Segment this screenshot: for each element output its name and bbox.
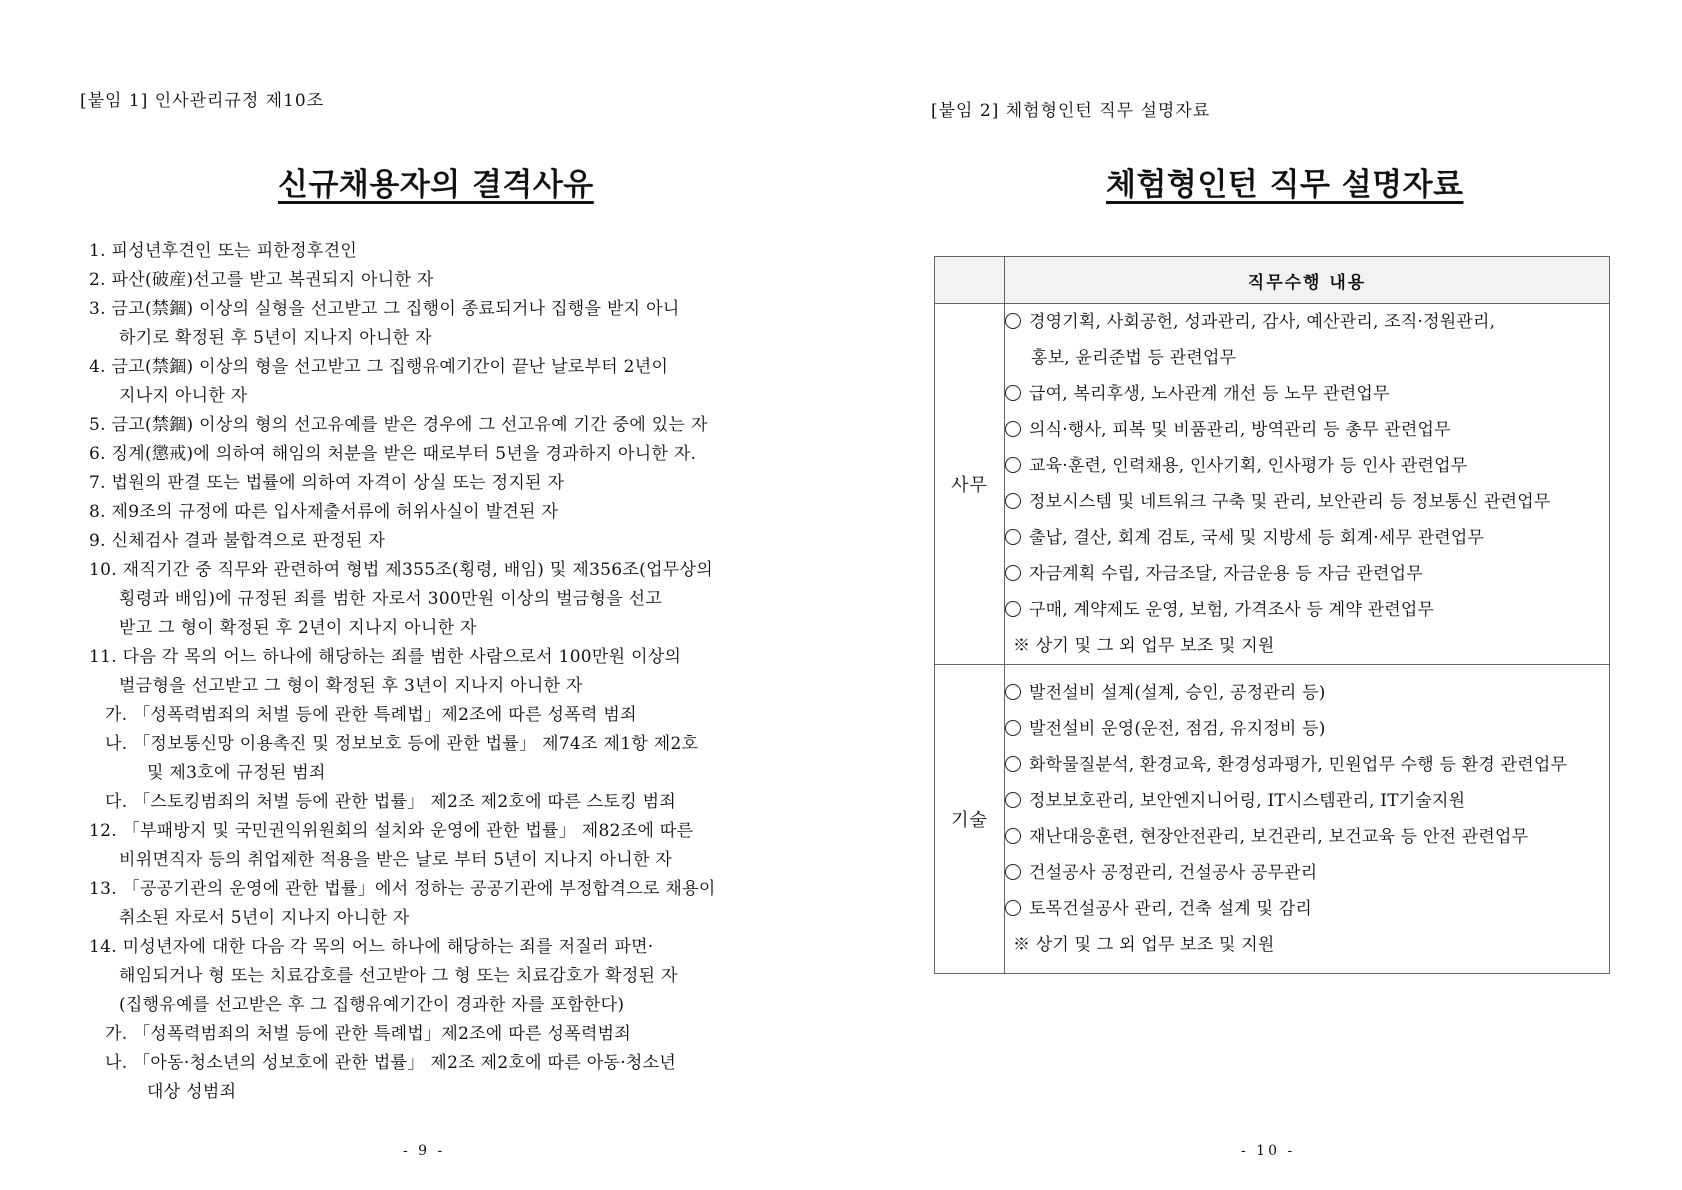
circle-bullet-icon xyxy=(1005,828,1021,844)
page-title: 신규채용자의 결격사유 xyxy=(278,167,594,203)
table-row xyxy=(935,304,1610,665)
list-item: 13. 「공공기관의 운영에 관한 법률」에서 정하는 공공기관에 부정합격으로 채용이 xyxy=(89,879,716,899)
list-item: 4. 금고(禁錮) 이상의 형을 선고받고 그 집행유예기간이 끝난 날로부터 2년이 xyxy=(89,357,669,377)
list-item: 11. 다음 각 목의 어느 하나에 해당하는 죄를 범한 사람으로서 100만원 이상의 xyxy=(89,647,682,667)
list-item: 정보시스템 및 네트워크 구축 및 관리, 보안관리 등 정보통신 관련업무 xyxy=(1005,484,1609,520)
attachment-label: [붙임 2] 체험형인턴 직무 설명자료 xyxy=(931,101,1211,121)
circle-bullet-icon xyxy=(1005,421,1021,437)
sub-item: 가. 「성폭력범죄의 처벌 등에 관한 특례법」제2조에 따른 성폭력 범죄 xyxy=(105,705,637,725)
items-cell xyxy=(1005,665,1610,974)
list-item: 자금계획 수립, 자금조달, 자금운용 등 자금 관련업무 xyxy=(1005,556,1609,592)
job-description-table xyxy=(934,256,1610,974)
header-blank-cell xyxy=(935,257,1005,304)
list-item: 3. 금고(禁錮) 이상의 실형을 선고받고 그 집행이 종료되거나 집행을 받지 아니 xyxy=(89,299,680,319)
list-item-continuation: 비위면직자 등의 취업제한 적용을 받은 날로 부터 5년이 지나지 아니한 자 xyxy=(119,850,673,870)
page-number: - 9 - xyxy=(403,1143,446,1159)
note-text: ※ 상기 및 그 외 업무 보조 및 지원 xyxy=(1013,935,1275,955)
circle-bullet-icon xyxy=(1005,457,1021,473)
list-item: 10. 재직기간 중 직무와 관련하여 형법 제355조(횡령, 배임) 및 제356조(업무상의 xyxy=(89,560,713,580)
sub-item-continuation: 대상 성범죄 xyxy=(147,1082,237,1102)
sub-item: 다. 「스토킹범죄의 처벌 등에 관한 법률」 제2조 제2호에 따른 스토킹 범죄 xyxy=(105,792,677,812)
list-item: 재난대응훈련, 현장안전관리, 보건관리, 보건교육 등 안전 관련업무 xyxy=(1005,819,1609,855)
disqualification-list xyxy=(89,237,789,1107)
circle-bullet-icon xyxy=(1005,313,1021,329)
list-item: 14. 미성년자에 대한 다음 각 목의 어느 하나에 해당하는 죄를 저질러 파면· xyxy=(89,937,654,957)
list-item: 발전설비 운영(운전, 점검, 유지정비 등) xyxy=(1005,711,1609,747)
note-text: ※ 상기 및 그 외 업무 보조 및 지원 xyxy=(1013,636,1275,656)
list-item-continuation: 벌금형을 선고받고 그 형이 확정된 후 3년이 지나지 아니한 자 xyxy=(119,676,583,696)
list-item: 출납, 결산, 회계 검토, 국세 및 지방세 등 회계·세무 관련업무 xyxy=(1005,520,1609,556)
list-item-continuation: 해임되거나 형 또는 치료감호를 선고받아 그 형 또는 치료감호가 확정된 자 xyxy=(119,966,678,986)
circle-bullet-icon xyxy=(1005,601,1021,617)
circle-bullet-icon xyxy=(1005,792,1021,808)
list-item: 6. 징계(懲戒)에 의하여 해임의 처분을 받은 때로부터 5년을 경과하지 아니한 자. xyxy=(89,444,697,464)
circle-bullet-icon xyxy=(1005,493,1021,509)
list-item: 5. 금고(禁錮) 이상의 형의 선고유예를 받은 경우에 그 선고유예 기간 중에 있는 자 xyxy=(89,415,708,435)
circle-bullet-icon xyxy=(1005,385,1021,401)
category-cell: 사무 xyxy=(935,304,1005,665)
page-right xyxy=(841,0,1682,1190)
list-item: 건설공사 공정관리, 건설공사 공무관리 xyxy=(1005,855,1609,891)
list-item: 의식·행사, 피복 및 비품관리, 방역관리 등 총무 관련업무 xyxy=(1005,412,1609,448)
list-item: 12. 「부패방지 및 국민권익위원회의 설치와 운영에 관한 법률」 제82조에 따른 xyxy=(89,821,694,841)
circle-bullet-icon xyxy=(1005,864,1021,880)
list-item-continuation: 취소된 자로서 5년이 지나지 아니한 자 xyxy=(119,908,410,928)
list-item: 경영기획, 사회공헌, 성과관리, 감사, 예산관리, 조직·정원관리, xyxy=(1005,304,1609,340)
list-item-continuation: 받고 그 형이 확정된 후 2년이 지나지 아니한 자 xyxy=(119,618,477,638)
list-item-continuation: 하기로 확정된 후 5년이 지나지 아니한 자 xyxy=(119,328,432,348)
list-item: 9. 신체검사 결과 불합격으로 판정된 자 xyxy=(89,531,386,551)
list-item: 2. 파산(破産)선고를 받고 복권되지 아니한 자 xyxy=(89,270,434,290)
list-item: 화학물질분석, 환경교육, 환경성과평가, 민원업무 수행 등 환경 관련업무 xyxy=(1005,747,1609,783)
circle-bullet-icon xyxy=(1005,565,1021,581)
sub-item: 가. 「성폭력범죄의 처벌 등에 관한 특례법」제2조에 따른 성폭력범죄 xyxy=(105,1024,632,1044)
list-item: 교육·훈련, 인력채용, 인사기획, 인사평가 등 인사 관련업무 xyxy=(1005,448,1609,484)
list-item: 정보보호관리, 보안엔지니어링, IT시스템관리, IT기술지원 xyxy=(1005,783,1609,819)
circle-bullet-icon xyxy=(1005,900,1021,916)
header-cell: 직무수행 내용 xyxy=(1005,257,1610,304)
table-header-row xyxy=(935,257,1610,304)
page-title: 체험형인턴 직무 설명자료 xyxy=(1106,167,1464,203)
category-cell: 기술 xyxy=(935,665,1005,974)
items-cell xyxy=(1005,304,1610,665)
sub-item-continuation: 및 제3호에 규정된 범죄 xyxy=(147,763,326,783)
list-item: 발전설비 설계(설계, 승인, 공정관리 등) xyxy=(1005,675,1609,711)
list-item: 토목건설공사 관리, 건축 설계 및 감리 xyxy=(1005,891,1609,927)
circle-bullet-icon xyxy=(1005,684,1021,700)
circle-bullet-icon xyxy=(1005,756,1021,772)
list-item-continuation: 홍보, 윤리준법 등 관련업무 xyxy=(1031,348,1237,368)
page-number: - 10 - xyxy=(1241,1143,1296,1159)
circle-bullet-icon xyxy=(1005,529,1021,545)
sub-item: 나. 「정보통신망 이용촉진 및 정보보호 등에 관한 법률」 제74조 제1항 제2호 xyxy=(105,734,699,754)
sub-item: 나. 「아동·청소년의 성보호에 관한 법률」 제2조 제2호에 따른 아동·청소년 xyxy=(105,1053,677,1073)
table-row xyxy=(935,665,1610,974)
list-item: 7. 법원의 판결 또는 법률에 의하여 자격이 상실 또는 정지된 자 xyxy=(89,473,565,493)
list-item: 급여, 복리후생, 노사관계 개선 등 노무 관련업무 xyxy=(1005,376,1609,412)
list-item-continuation: (집행유예를 선고받은 후 그 집행유예기간이 경과한 자를 포함한다) xyxy=(119,995,625,1015)
list-item: 1. 피성년후견인 또는 피한정후견인 xyxy=(89,241,358,261)
list-item: 8. 제9조의 규정에 따른 입사제출서류에 허위사실이 발견된 자 xyxy=(89,502,559,522)
list-item-continuation: 횡령과 배임)에 규정된 죄를 범한 자로서 300만원 이상의 벌금형을 선고 xyxy=(119,589,663,609)
circle-bullet-icon xyxy=(1005,720,1021,736)
list-item-continuation: 지나지 아니한 자 xyxy=(119,386,248,406)
attachment-label: [붙임 1] 인사관리규정 제10조 xyxy=(80,91,325,111)
list-item: 구매, 계약제도 운영, 보험, 가격조사 등 계약 관련업무 xyxy=(1005,592,1609,628)
